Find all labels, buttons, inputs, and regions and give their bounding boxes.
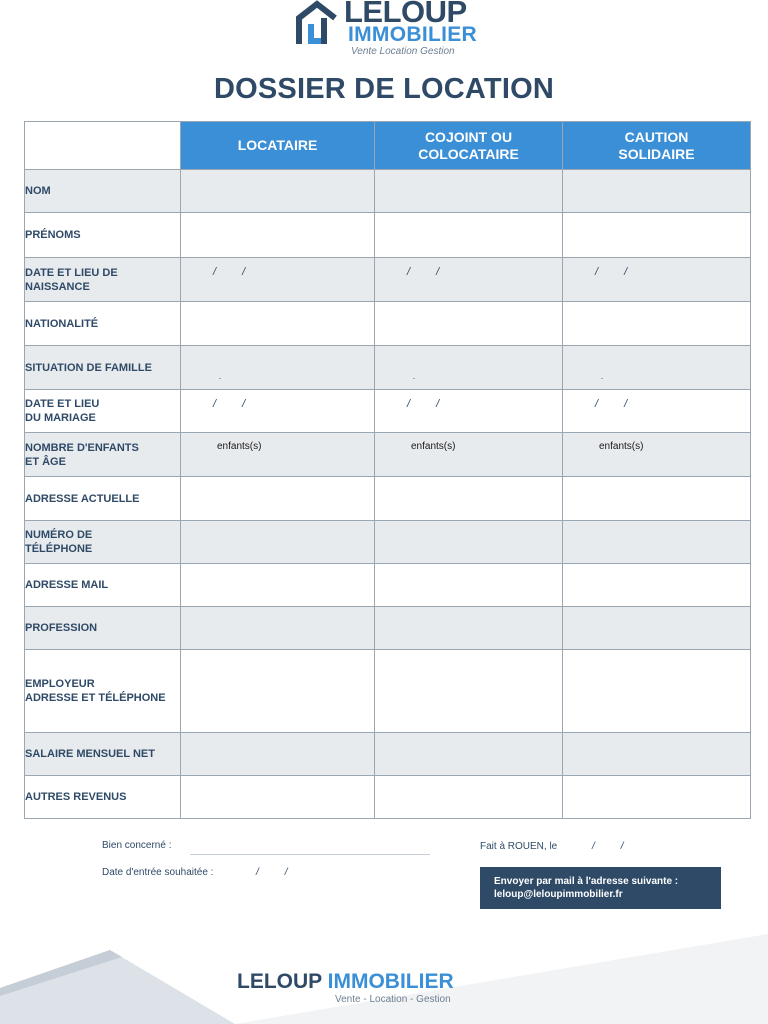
row-label: SALAIRE MENSUEL NET <box>25 733 181 776</box>
form-cell[interactable] <box>563 521 751 564</box>
form-cell[interactable] <box>181 607 375 650</box>
date-slashes: / / <box>595 266 628 278</box>
form-cell[interactable] <box>563 170 751 213</box>
row-label: ADRESSE ACTUELLE <box>25 477 181 521</box>
table-row <box>25 477 751 521</box>
table-row <box>25 346 751 390</box>
date-slashes: / / <box>213 398 246 410</box>
fait-a-label: Fait à ROUEN, le <box>480 841 558 852</box>
row-label: NUMÉRO DE TÉLÉPHONE <box>25 521 181 564</box>
form-cell[interactable] <box>181 258 375 302</box>
form-cell[interactable] <box>181 733 375 776</box>
date-slashes: / / <box>407 266 440 278</box>
house-logo-icon <box>293 0 343 46</box>
table-row <box>25 302 751 346</box>
row-label: PRÉNOMS <box>25 213 181 258</box>
date-slashes: / / <box>407 398 440 410</box>
form-cell[interactable] <box>181 390 375 433</box>
form-cell[interactable] <box>563 433 751 477</box>
form-cell[interactable] <box>181 346 375 390</box>
form-cell[interactable] <box>563 477 751 521</box>
form-cell[interactable] <box>375 650 563 733</box>
rental-application-table <box>24 121 751 819</box>
table-row <box>25 733 751 776</box>
form-cell[interactable] <box>181 170 375 213</box>
table-row <box>25 521 751 564</box>
footer-brand: LELOUP IMMOBILIER <box>237 970 454 993</box>
date-entree-field[interactable]: / / <box>256 867 288 878</box>
form-cell[interactable] <box>375 258 563 302</box>
form-cell[interactable] <box>181 302 375 346</box>
row-label: NOM <box>25 170 181 213</box>
row-label: SITUATION DE FAMILLE <box>25 346 181 390</box>
row-label: AUTRES REVENUS <box>25 776 181 819</box>
row-label: EMPLOYEUR ADRESSE ET TÉLÉPHONE <box>25 650 181 733</box>
table-row <box>25 390 751 433</box>
fait-date-field[interactable]: / / <box>592 841 624 852</box>
table-row <box>25 433 751 477</box>
row-label: ADRESSE MAIL <box>25 564 181 607</box>
table-row <box>25 170 751 213</box>
form-cell[interactable] <box>375 433 563 477</box>
form-cell[interactable] <box>375 346 563 390</box>
date-slashes: / / <box>595 398 628 410</box>
table-row <box>25 776 751 819</box>
date-slashes: / / <box>213 266 246 278</box>
table-row <box>25 650 751 733</box>
mail-address[interactable]: leloup@leloupimmobilier.fr <box>494 889 623 900</box>
form-cell[interactable] <box>563 258 751 302</box>
form-cell[interactable] <box>375 733 563 776</box>
form-cell[interactable] <box>563 650 751 733</box>
form-cell[interactable] <box>563 564 751 607</box>
table-row <box>25 564 751 607</box>
mail-instruction: Envoyer par mail à l'adresse suivante : <box>494 876 679 887</box>
form-cell[interactable] <box>563 346 751 390</box>
row-label: PROFESSION <box>25 607 181 650</box>
form-cell[interactable] <box>375 477 563 521</box>
form-cell[interactable] <box>563 390 751 433</box>
form-cell[interactable] <box>375 521 563 564</box>
form-cell[interactable] <box>181 213 375 258</box>
row-label: NOMBRE D'ENFANTS ET ÂGE <box>25 433 181 477</box>
column-header-locataire: LOCATAIRE <box>181 122 375 170</box>
form-cell[interactable] <box>375 302 563 346</box>
table-row <box>25 213 751 258</box>
row-label: DATE ET LIEU DE NAISSANCE <box>25 258 181 302</box>
brand-name-leloup: LELOUP <box>344 0 467 29</box>
row-label: DATE ET LIEU DU MARIAGE <box>25 390 181 433</box>
form-cell[interactable] <box>375 213 563 258</box>
table-body <box>25 170 751 819</box>
children-count-text: enfants(s) <box>217 441 262 452</box>
children-count-text: enfants(s) <box>411 441 456 452</box>
column-header-colocataire: COJOINT OU COLOCATAIRE <box>375 122 563 170</box>
row-label: NATIONALITÉ <box>25 302 181 346</box>
form-cell[interactable] <box>181 477 375 521</box>
form-cell[interactable] <box>563 607 751 650</box>
field-dot <box>219 378 221 379</box>
form-cell[interactable] <box>563 733 751 776</box>
bien-concerne-label: Bien concerné : <box>102 840 172 851</box>
form-cell[interactable] <box>181 564 375 607</box>
children-count-text: enfants(s) <box>599 441 644 452</box>
table-header-row <box>25 122 751 170</box>
form-cell[interactable] <box>563 302 751 346</box>
form-cell[interactable] <box>563 213 751 258</box>
form-cell[interactable] <box>375 607 563 650</box>
form-cell[interactable] <box>375 564 563 607</box>
send-by-mail-box <box>480 867 721 909</box>
field-dot <box>413 378 415 379</box>
form-cell[interactable] <box>181 776 375 819</box>
brand-name-immobilier: IMMOBILIER <box>348 23 477 46</box>
page-title: DOSSIER DE LOCATION <box>213 73 554 105</box>
form-cell[interactable] <box>181 433 375 477</box>
form-cell[interactable] <box>563 776 751 819</box>
field-dot <box>601 378 603 379</box>
date-entree-label: Date d'entrée souhaitée : <box>102 867 214 878</box>
header-logo <box>293 0 493 60</box>
bien-concerne-field[interactable] <box>190 854 430 855</box>
header-corner-cell <box>25 122 181 170</box>
table-row <box>25 258 751 302</box>
column-header-caution: CAUTION SOLIDAIRE <box>563 122 751 170</box>
form-cell[interactable] <box>375 170 563 213</box>
table-row <box>25 607 751 650</box>
form-cell[interactable] <box>375 776 563 819</box>
brand-tagline: Vente Location Gestion <box>351 46 455 57</box>
form-cell[interactable] <box>181 650 375 733</box>
footer-tagline: Vente - Location - Gestion <box>335 994 451 1005</box>
form-cell[interactable] <box>181 521 375 564</box>
form-cell[interactable] <box>375 390 563 433</box>
